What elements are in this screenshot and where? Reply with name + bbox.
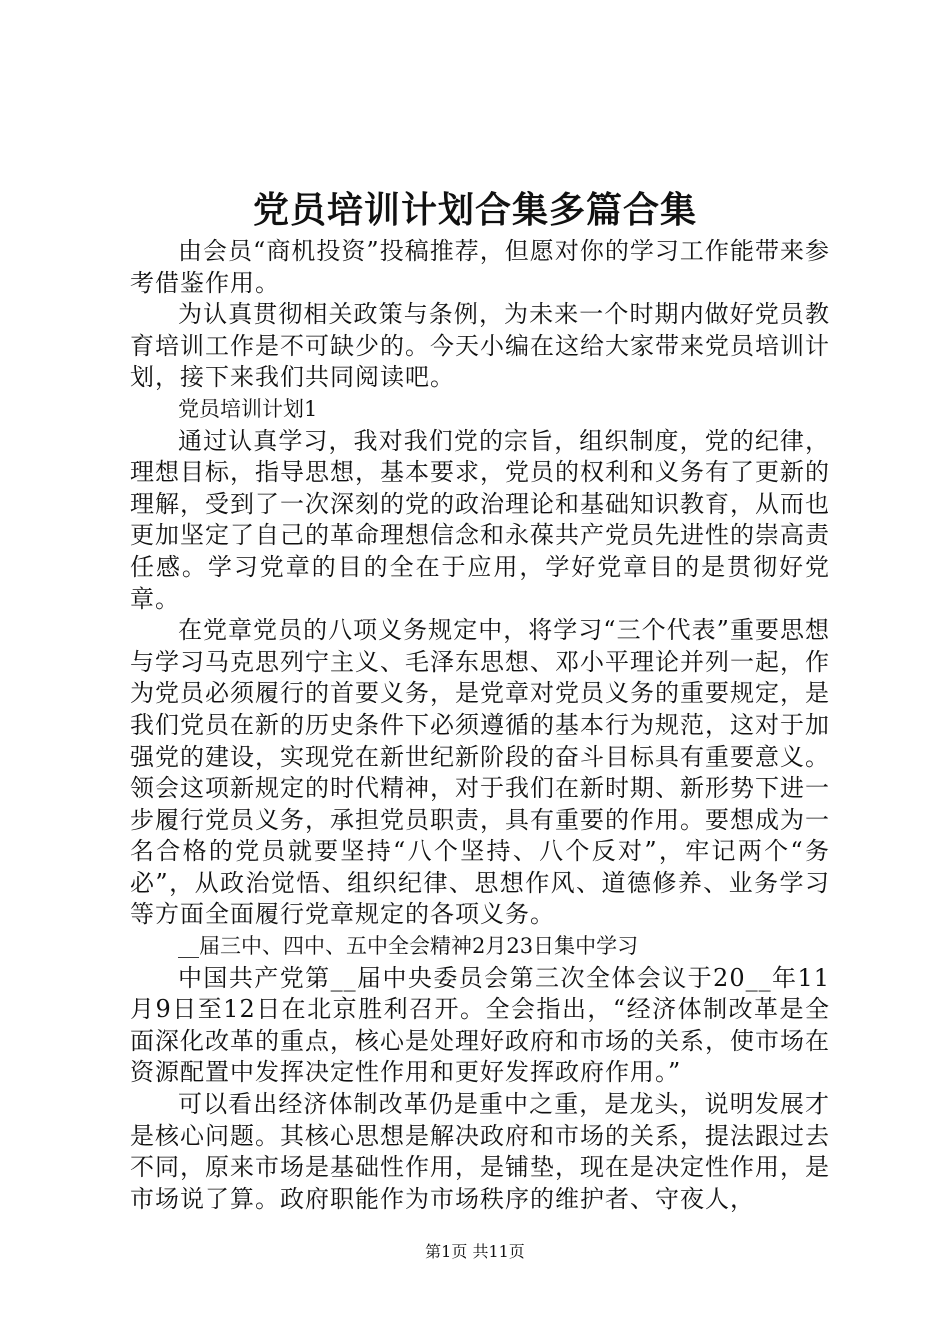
- section-heading-plan-1: 党员培训计划1: [178, 396, 318, 421]
- paragraph-purpose: 为认真贯彻相关政策与条例，为未来一个时期内做好党员教育培训工作是不可缺少的。今天小编在这给大家带来党员培训计划，接下来我们共同阅读吧。: [130, 300, 830, 392]
- document-title: 党员培训计划合集多篇合集: [252, 189, 697, 231]
- paragraph-study-reflection: 通过认真学习，我对我们党的宗旨，组织制度，党的纪律，理想目标，指导思想，基本要求，党员的权利和义务有了更新的理解，受到了一次深刻的党的政治理论和基础知识教育，从而也更加坚定了自己的革命理想信念和永葆共产党员先进性的崇高责任感。学习党章的目的全在于应用，学好党章目的是贯彻好党章。: [130, 426, 830, 613]
- document-body: [130, 236, 830, 1215]
- page-footer: 第1页 共11页: [425, 1242, 525, 1261]
- paragraph-member-duties: 在党章党员的八项义务规定中，将学习“三个代表”重要思想与学习马克思列宁主义、毛泽东思想、邓小平理论并列一起，作为党员必须履行的首要义务，是党章对党员义务的重要规定，是我们党员在新的历史条件下必须遵循的基本行为规范，这对于加强党的建设，实现党在新世纪新阶段的奋斗目标具有重要意义。领会这项新规定的时代精神，对于我们在新时期、新形势下进一步履行党员义务，承担党员职责，具有重要的作用。要想成为一名合格的党员就要坚持“八个坚持、八个反对”，牢记两个“务必”，从政治觉悟、组织纪律、思想作风、道德修养、业务学习等方面全面履行党章规定的各项义务。: [130, 616, 830, 929]
- paragraph-intro: 由会员“商机投资”投稿推荐，但愿对你的学习工作能带来参考借鉴作用。: [130, 237, 830, 297]
- paragraph-economic-reform: 可以看出经济体制改革仍是重中之重，是龙头，说明发展才是核心问题。其核心思想是解决政府和市场的关系，提法跟过去不同，原来市场是基础性作用，是铺垫，现在是决定性作用，是市场说了算。政府职能作为市场秩序的维护者、守夜人，: [130, 1090, 830, 1213]
- section-heading-plenary-study: __届三中、四中、五中全会精神2月23日集中学习: [178, 934, 639, 959]
- paragraph-plenary-session: 中国共产党第__届中央委员会第三次全体会议于20__年11月9日至12日在北京胜利召开。全会指出，“经济体制改革是全面深化改革的重点，核心是处理好政府和市场的关系，使市场在资源配置中发挥决定性作用和更好发挥政府作用。”: [130, 963, 830, 1087]
